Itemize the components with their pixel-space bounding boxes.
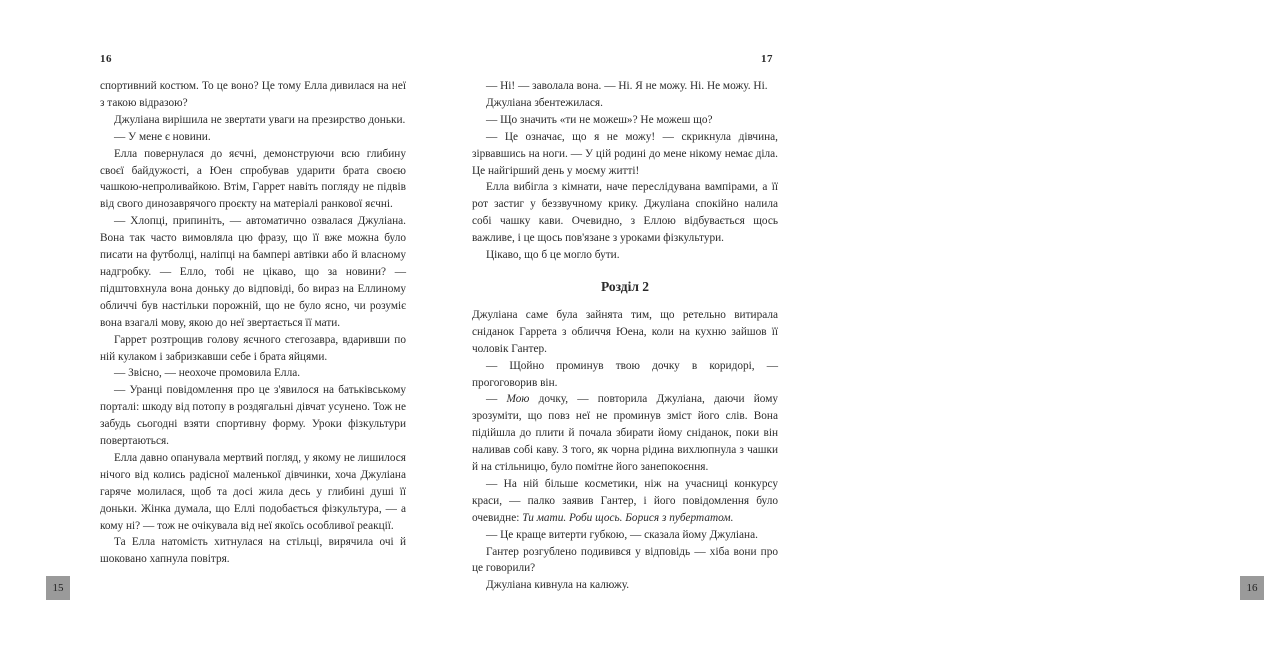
left-page	[0, 0, 437, 647]
paragraph: — Уранці повідомлення про це з'явилося на батьківському порталі: шкоду від потопу в роздягальні дівчат усунено. Тож не забудь сьогодні взяти спортивну форму. Уроки фізкультури повертаються.	[100, 384, 406, 448]
left-page-text	[100, 78, 406, 568]
paragraph	[472, 476, 778, 527]
right-page-badge: 16	[1240, 576, 1264, 600]
left-page-badge: 15	[46, 576, 70, 600]
paragraph: — У мене є новини.	[114, 130, 211, 143]
left-page-number: 16	[100, 53, 112, 65]
chapter-title: Розділ 2	[600, 278, 650, 294]
emphasis: Ти мати. Роби щось. Борися з пубертатом.	[522, 511, 734, 524]
text-span: дочку, — повторила Джуліана, даючи йому зрозуміти, що повз неї не проминув зміст його слів. Вона підійшла до плити й почала збирати йому сніданок, поки він наливав собі каву. З того, як чорна рідина вихлюпнула з чашки й на стільницю, було помітне його занепокоєння.	[472, 393, 779, 474]
paragraph: Гаррет розтрощив голову яєчного стегозавра, вдаривши по ній кулаком і забризкавши себе і брата яйцями.	[100, 333, 406, 363]
right-page-text	[472, 78, 778, 594]
paragraph: спортивний костюм. То це воно? Це тому Елла дивилася на неї з такою відразою?	[100, 80, 406, 109]
text-span: — На ній більше косметики, ніж на учасниці конкурсу краси, — палко заявив Гантер, і його повідомлення було очевидне:	[472, 477, 778, 524]
paragraph: — Це краще витерти губкою, — сказала йому Джуліана.	[486, 528, 758, 541]
paragraph: — Це означає, що я не можу! — скрикнула дівчина, зірвавшись на ноги. — У цій родині до мене нікому немає діла. Це найгірший день у моєму житті!	[472, 130, 778, 177]
paragraph: — Щойно проминув твою дочку в коридорі, — прогоговорив він.	[472, 359, 778, 389]
paragraph: Елла вибігла з кімнати, наче переслідувана вампірами, а її рот застиг у беззвучному крику. Джуліана спокійно налила собі чашку кави. Очевидно, з Еллою відбувається щось важливе, і це щось пов'язане з уроками фізкультури.	[472, 181, 778, 245]
paragraph: Елла давно опанувала мертвий погляд, у якому не лишилося нічого від колись радісної маленької дівчинки, хоча Джуліана гаряче молилася, щоб та досі жила десь у глибині душі її доньки. Жінка думала, що Еллі подобається фізкультура, — а кому ні? — тож не очікувала від неї якоїсь особливої реакції.	[100, 451, 406, 532]
right-page	[438, 0, 1258, 647]
paragraph: — Ні! — заволала вона. — Ні. Я не можу. Ні. Не можу. Ні.	[486, 80, 768, 92]
right-page-number: 17	[761, 53, 773, 65]
text-span: —	[486, 393, 507, 406]
paragraph: Цікаво, що б це могло бути.	[486, 249, 620, 262]
paragraph: — Хлопці, припиніть, — автоматично озвалася Джуліана. Вона так часто вимовляла цю фразу, що її вже можна було писати на футболці, наліпці на бампері автівки або й власному надгробку. — Елло, тобі не цікаво, що за новини? — підштовхнула вона доньку до відповіді, бо вираз на Еллиному обличчі був настільки порожній, що не було ясно, чи розуміє вона взагалі мову, якою до неї звертається її мати.	[100, 215, 406, 329]
paragraph: Та Елла натомість хитнулася на стільці, вирячила очі й шоковано хапнула повітря.	[100, 536, 406, 566]
paragraph	[472, 391, 778, 476]
paragraph: Джуліана збентежилася.	[486, 96, 603, 109]
emphasis: Мою	[506, 393, 530, 406]
paragraph: — Звісно, — неохоче промовила Елла.	[114, 367, 301, 380]
paragraph: Гантер розгублено подивився у відповідь — хіба вони про це говорили?	[472, 545, 778, 575]
paragraph: Джуліана вирішила не звертати уваги на презирство доньки.	[114, 113, 406, 126]
paragraph: Джуліана саме була зайнята тим, що ретельно витирала сніданок Гаррета з обличчя Юена, коли на кухню зайшов її чоловік Гантер.	[472, 308, 778, 355]
paragraph: — Що значить «ти не можеш»? Не можеш що?	[486, 113, 713, 126]
paragraph: Джуліана кивнула на калюжу.	[486, 579, 630, 592]
paragraph: Елла повернулася до яєчні, демонструючи всю глибину своєї байдужості, а Юен спробував ударити брата своєю чашкою-непроливайкою. Втім, Гаррет навіть погляду не підвів від свого динозаврячого проєкту на матеріалі ранкової яєчні.	[100, 147, 406, 211]
